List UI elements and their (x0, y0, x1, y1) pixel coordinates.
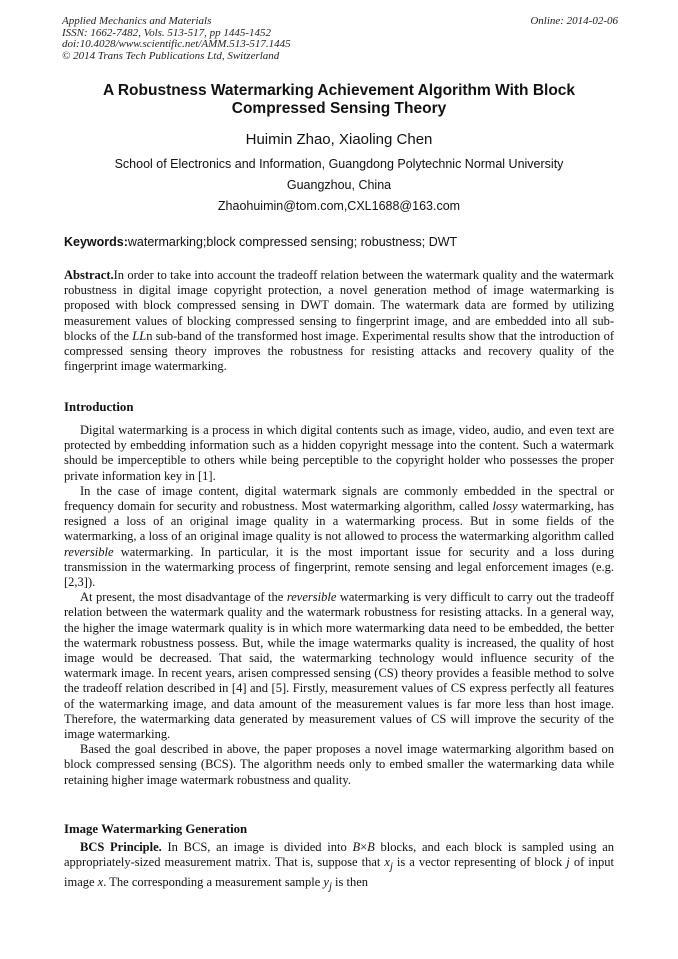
generation-body (64, 840, 614, 895)
bcs-times: × (360, 840, 368, 854)
bcs-text-6: is then (331, 874, 368, 889)
intro-p2-italic-reversible: reversible (64, 544, 114, 559)
journal-doi: doi:10.4028/www.scientific.net/AMM.513-517.1445 (62, 38, 291, 50)
keywords-text: watermarking;block compressed sensing; robustness; DWT (127, 235, 458, 249)
paper-authors: Huimin Zhao, Xiaoling Chen (245, 131, 433, 148)
bcs-paragraph (64, 840, 614, 895)
bcs-text-1: In BCS, an image is divided into (161, 840, 353, 854)
abstract-text-2: n sub-band of the transformed host image. Experimental results show that the introduction of compressed sensing theory improves the robustness for resisting attacks and recovery quality of the fingerprint image watermarking. (64, 328, 614, 374)
bcs-j: j (566, 855, 570, 870)
intro-paragraph-4: Based the goal described in above, the paper proposes a novel image watermarking algorithm based on block compressed sensing (BCS). The algorithm needs only to embed smaller the watermarking data while retaining higher image watermark robustness and quality. (64, 742, 614, 787)
journal-name: Applied Mechanics and Materials (62, 15, 212, 27)
intro-p3-text-b: watermarking is very difficult to carry out the tradeoff relation between the watermark quality and the watermark robustness for resisting attacks. In a general way, the higher the image watermark quality is in which more watermarking data need to be embedded, the better the watermark robustness possess. But, while the image watermarks quality is increased, the quality of host image would be decreased. That said, the watermarking technology would influence security of the watermark image. In recent years, arisen compressed sensing (CS) theory provides a feasible method to solve the tradeoff relation described in [4] and [5]. Firstly, measurement values of CS express perfectly all features of the watermarking image, and data amount of the measurement values is far more less than host image. Therefore, the watermarking data generated by measurement values of CS will improve the security of the image watermarking. (64, 590, 614, 742)
bcs-x: x (384, 855, 390, 870)
bcs-sub-j: j (389, 861, 393, 873)
keywords-line (64, 234, 614, 250)
bcs-text-3: is a vector representing of block (392, 855, 567, 870)
section-heading-introduction: Introduction (64, 400, 134, 414)
author-emails: Zhaohuimin@tom.com,CXL1688@163.com (217, 199, 461, 213)
bcs-B-2: B (367, 840, 375, 854)
intro-p2-text-c: watermarking. In particular, it is the most important issue for security and a loss during transmission in the watermarking process of fingerprint, remote sensing and legal enforcement images (e.g.[2,3]). (64, 544, 614, 590)
intro-paragraph-2 (64, 484, 614, 590)
bcs-B-1: B (352, 840, 361, 854)
intro-p2-text-b: watermarking, has resigned a loss of an original image quality in a watermarking process. But in some fields of the watermarking, a loss of an original image quality is not allowed to process the watermarking algorithm called (64, 499, 615, 544)
affiliation-line-2: Guangzhou, China (286, 178, 392, 192)
bcs-image-x: x (97, 874, 104, 889)
abstract-text-1: In order to take into account the tradeoff relation between the watermark quality and the watermark robustness in digital image copyright protection, a novel generation method of image watermarking is proposed with block compressed sensing in DWT domain. The watermark data are formed by utilizing measurement values of blocking compressed sensing to fingerprint image, and are embedded into all sub-blocks of the (64, 268, 614, 343)
abstract-italic-ll: LL (132, 328, 147, 343)
journal-copyright: © 2014 Trans Tech Publications Ltd, Switzerland (62, 49, 280, 62)
intro-paragraph-3 (64, 590, 614, 742)
bcs-text-4: of input image (64, 855, 614, 889)
online-date: Online: 2014-02-06 (530, 15, 618, 27)
bcs-text-2: blocks, and each block is sampled using an appropriately-sized measurement matrix. That is, suppose that (64, 840, 614, 870)
journal-header (62, 16, 618, 62)
bcs-text-5: . The corresponding a measurement sample (103, 874, 324, 889)
intro-p2-text-a: In the case of image content, digital watermark signals are commonly embedded in the spectral or frequency domain for security and robustness. Most watermarking algorithm, called (64, 483, 614, 514)
abstract (64, 268, 614, 374)
section-heading-generation: Image Watermarking Generation (64, 822, 248, 836)
bcs-label: BCS Principle. (80, 840, 162, 854)
bcs-sub-j-2: j (328, 881, 332, 893)
introduction-body (64, 423, 614, 788)
intro-paragraph-1: Digital watermarking is a process in which digital contents such as image, video, audio, and even text are protected by embedding information such as a hidden copyright message into the content. Such a watermark should be imperceptible to others while being perceptible to the copyright holder who possesses the proper private information key in [1]. (64, 423, 614, 483)
abstract-label: Abstract. (64, 268, 114, 282)
keywords-label: Keywords: (64, 235, 128, 249)
intro-p3-text-a: At present, the most disadvantage of the (80, 590, 287, 605)
intro-p2-italic-lossy: lossy (492, 499, 518, 514)
bcs-y: y (323, 874, 329, 889)
journal-issn: ISSN: 1662-7482, Vols. 513-517, pp 1445-1452 (62, 26, 271, 39)
affiliation-line-1: School of Electronics and Information, Guangdong Polytechnic Normal University (114, 157, 564, 171)
intro-p3-italic-reversible: reversible (286, 590, 337, 605)
paper-title: A Robustness Watermarking Achievement Algorithm With Block Compressed Sensing Theory (102, 82, 576, 117)
